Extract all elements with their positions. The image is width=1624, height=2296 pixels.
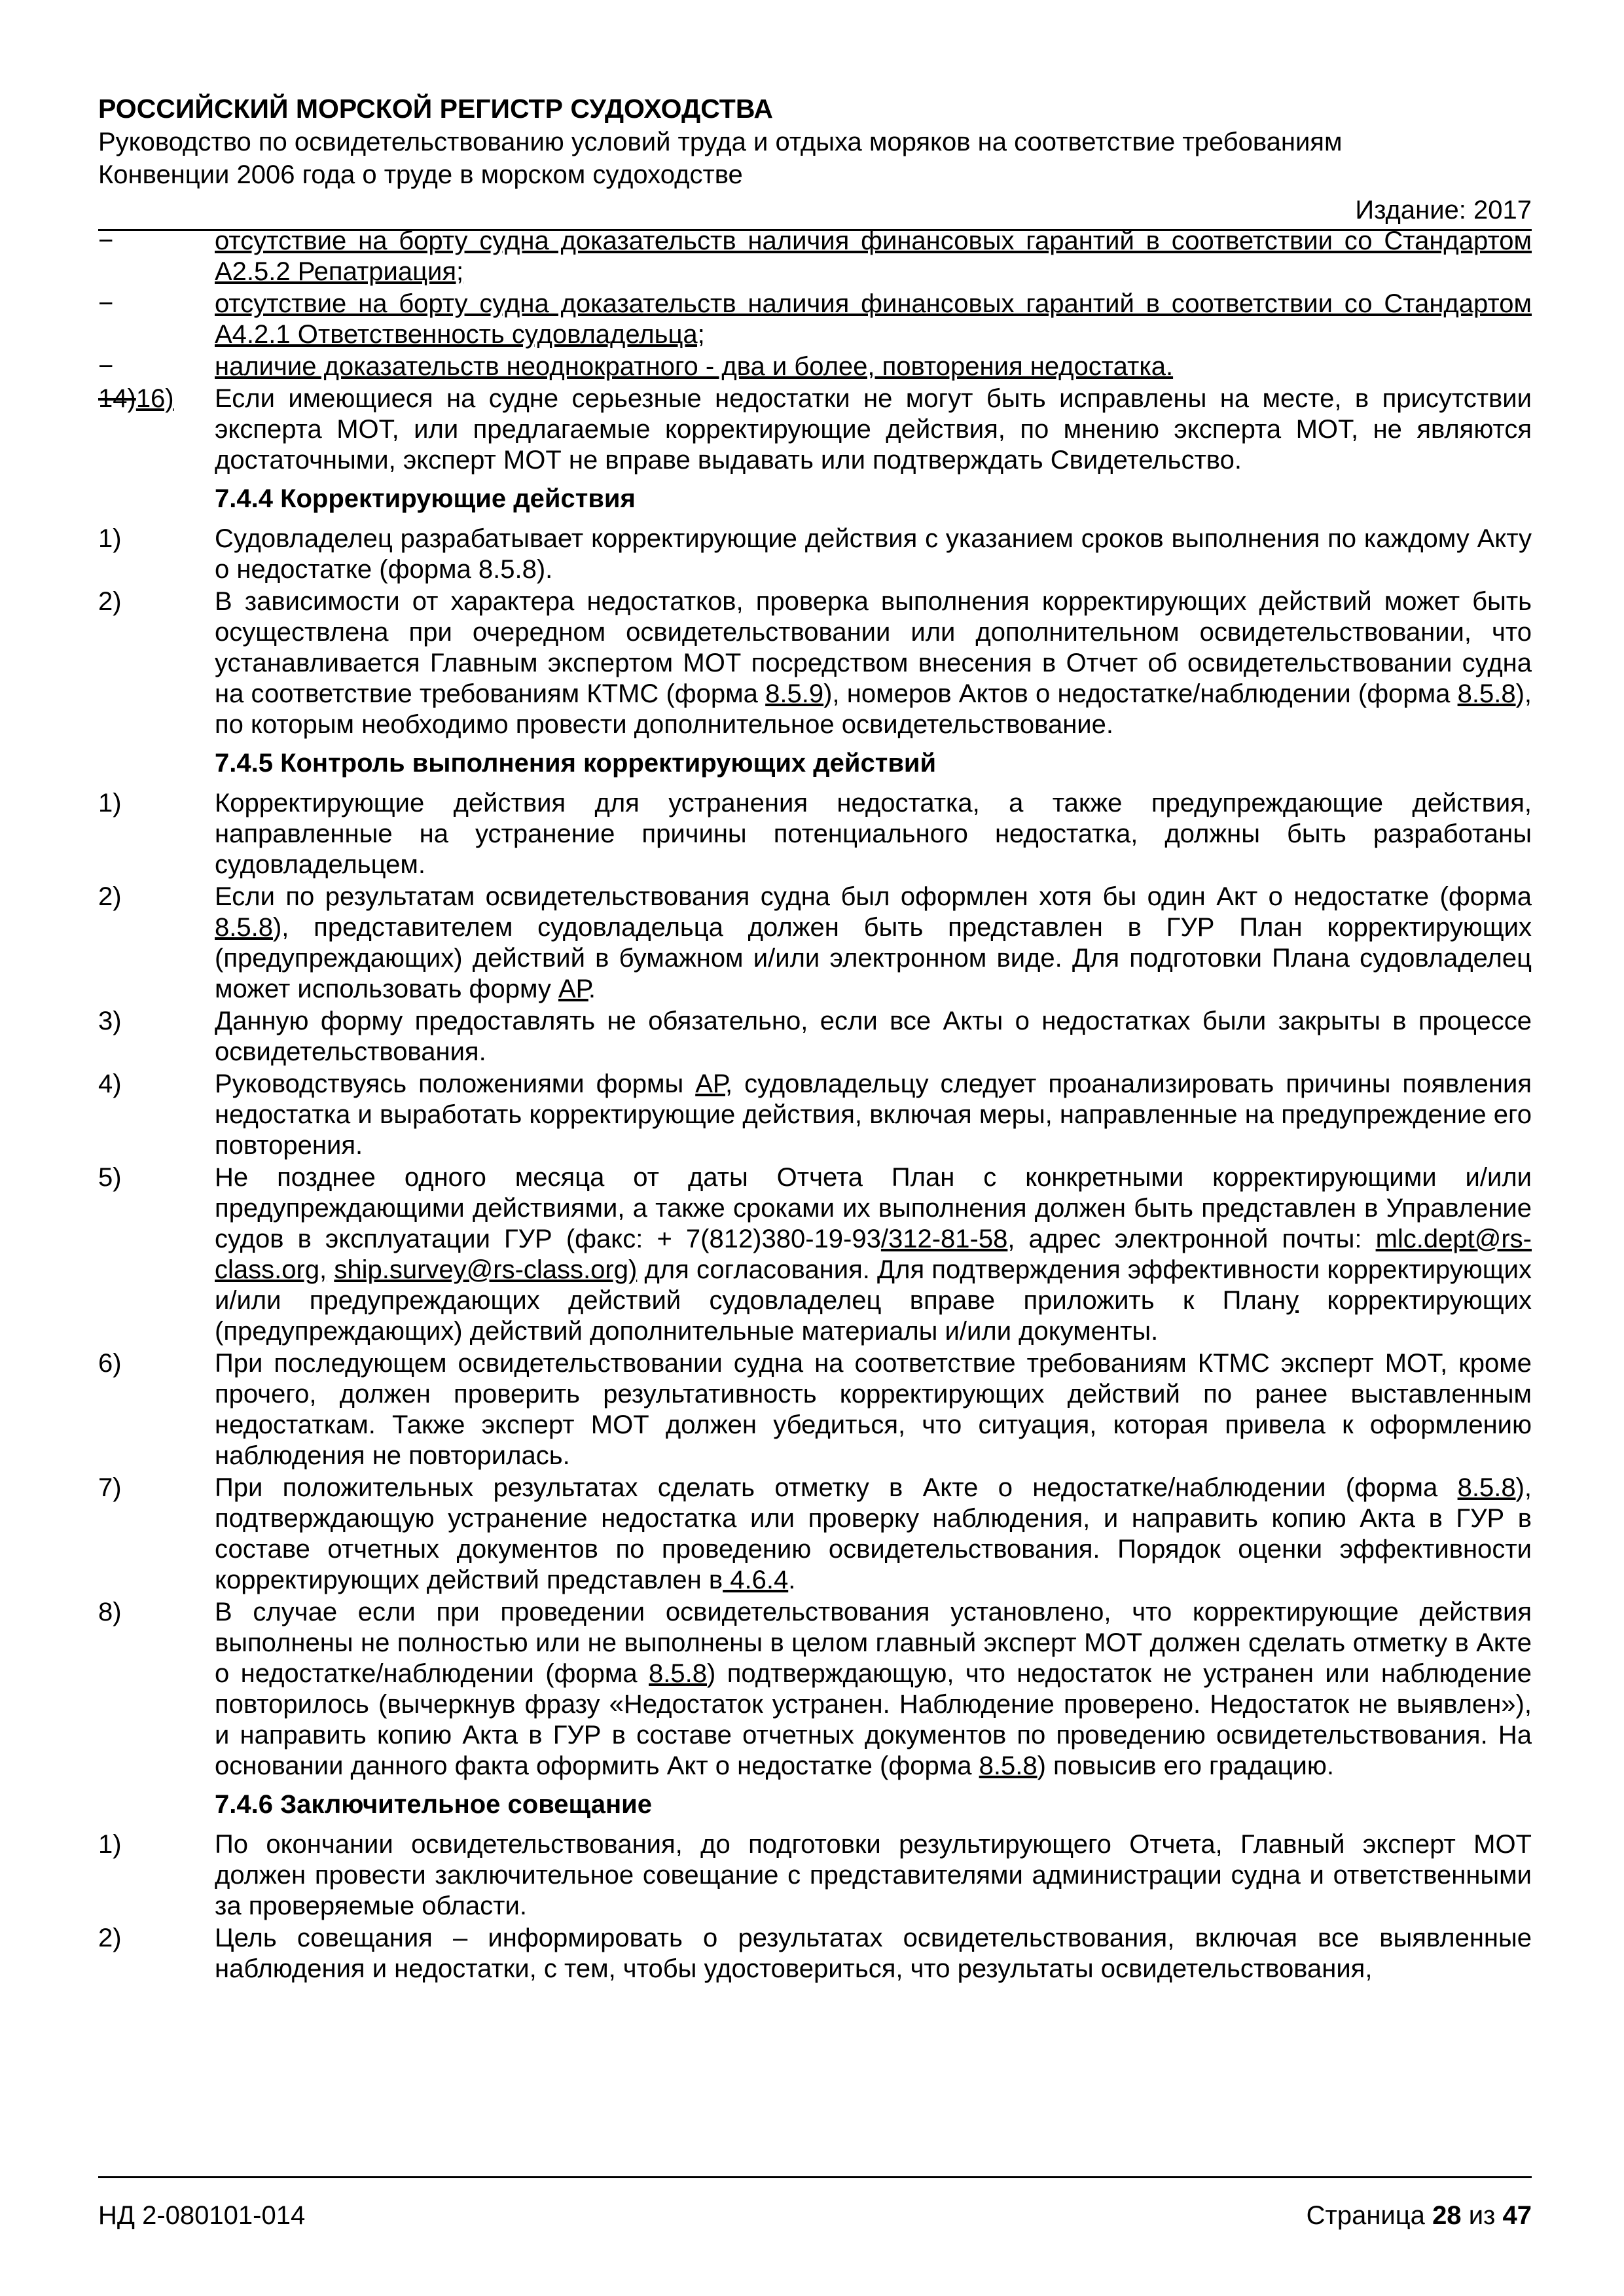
item-number: 4) [98, 1069, 122, 1098]
form-link-8-5-8[interactable]: 8.5.8 [1457, 679, 1516, 708]
item-text: ) подтверждающую, что недостаток не устранен или наблюдение повторилось (вычеркнув фразу «Недостаток устранен. Наблюдение проверено. Недостаток не выявлен»), и направить копию Акта в ГУР в составе отчетных документов по проведению освидетельствования. На основании данного факта оформить Акт о недостатке (форма [215, 1659, 1532, 1780]
inserted-number: 16) [135, 384, 174, 413]
email-link-mlc-dept[interactable]: mlc.dept@rs-class.org, [215, 1225, 1532, 1284]
item-text: Не позднее одного месяца от даты Отчета План с конкретными корректирующими и/или предупреждающими действиями, а также сроками их выполнения должен быть представлен в Управление судов в эксплуатации ГУР (факс: + 7(812)380-19-93 [215, 1163, 1532, 1253]
dash-marker: − [98, 289, 114, 318]
list-item [98, 788, 1532, 880]
list-item [98, 524, 1532, 585]
list-item [98, 1923, 1532, 1984]
form-link-ap[interactable]: АР [695, 1069, 725, 1098]
dash-item-text: наличие доказательств неоднократного - два и более, повторения недостатка. [215, 352, 1174, 381]
section-link-4-6-4[interactable]: 4.6.4 [723, 1566, 789, 1594]
item-text: ) повысив его градацию. [1037, 1751, 1334, 1780]
form-link-8-5-8[interactable]: 8.5.8 [1457, 1473, 1516, 1502]
item-text: При положительных результатах сделать отметку в Акте о недостатке/наблюдении (форма [215, 1473, 1458, 1502]
item-text: . [588, 975, 596, 1003]
document-body [98, 226, 1532, 1986]
list-item [98, 1006, 1532, 1067]
email-link-ship-survey[interactable]: ship.survey@rs-class.org) [334, 1255, 638, 1284]
footer-divider [98, 2176, 1532, 2178]
item-number: 1) [98, 1830, 122, 1859]
item-text: , судовладельцу следует проанализировать причины появления недостатка и выработать корректирующие действия, включая меры, направленные на предупреждение его повторения. [215, 1069, 1532, 1160]
form-link-8-5-8[interactable]: 8.5.8 [979, 1751, 1038, 1780]
form-link-8-5-9[interactable]: 8.5.9 [765, 679, 824, 708]
item-text: ), подтверждающую устранение недостатка или проверку наблюдения, и направить копию Акта в ГУР в составе отчетных документов по проведению освидетельствования. Порядок оценки эффективности корректирующих действий представлен в [215, 1473, 1532, 1594]
item-text: Если имеющиеся на судне серьезные недостатки не могут быть исправлены на месте, в присутствии эксперта МОТ, или предлагаемые корректирующие действия, по мнению эксперта МОТ, не являются достаточными, эксперт МОТ не вправе выдавать или подтверждать Свидетельство. [215, 384, 1532, 475]
item-text: Судовладелец разрабатывает корректирующие действия с указанием сроков выполнения по каждому Акту о недостатке (форма 8.5.8). [215, 524, 1532, 584]
item-text: В случае если при проведении освидетельствования установлено, что корректирующие действия выполнены не полностью или не выполнены в целом главный эксперт МОТ должен сделать отметку в Акте о недостатке/наблюдении (форма [215, 1598, 1532, 1688]
item-number: 8) [98, 1598, 122, 1626]
dash-item-text: отсутствие на борту судна доказательств наличия финансовых гарантий в соответствии со Стандартом А4.2.1 Ответственность судовладельца; [215, 289, 1532, 349]
item-text: Корректирующие действия для устранения недостатка, а также предупреждающие действия, направленные на устранение причины потенциального недостатка, должны быть разработаны судовладельцем. [215, 789, 1532, 879]
list-item [98, 1069, 1532, 1161]
item-number: 1) [98, 524, 122, 553]
form-link-ap[interactable]: АР [558, 975, 588, 1003]
item-text: ), представителем судовладельца должен быть представлен в ГУР План корректирующих (предупреждающих) действий в бумажном и/или электронном виде. Для подготовки Плана судовладелец может использовать форму [215, 913, 1532, 1003]
item-number: 2) [98, 882, 122, 911]
item-number: 7) [98, 1473, 122, 1502]
list-item-dash [98, 226, 1532, 287]
dash-item-text: отсутствие на борту судна доказательств наличия финансовых гарантий в соответствии со Стандартом А2.5.2 Репатриация; [215, 226, 1532, 286]
item-number: 2) [98, 1924, 122, 1952]
section-heading-7-4-4: 7.4.4 Корректирующие действия [215, 484, 636, 513]
item-text: для согласования. Для подтверждения эффективности корректирующих и/или предупреждающих действий судовладелец вправе приложить к План [215, 1255, 1532, 1315]
item-number: 1) [98, 789, 122, 817]
item-text: Руководствуясь положениями формы [215, 1069, 696, 1098]
item-text: ), номеров Актов о недостатке/наблюдении (форма [823, 679, 1458, 708]
document-header [98, 92, 1532, 226]
list-item [98, 586, 1532, 740]
fax-number-inserted: /312-81-58 [880, 1225, 1008, 1253]
item-text: ), по которым необходимо провести дополнительное освидетельствование. [215, 679, 1532, 739]
item-text: В зависимости от характера недостатков, проверка выполнения корректирующих действий может быть осуществлена при очередном освидетельствовании или дополнительном освидетельствовании, что устанавливается Главным экспертом МОТ посредством внесения в Отчет об освидетельствовании судна на соответствие требованиям КТМС (форма [215, 587, 1532, 708]
deleted-number: 14) [98, 384, 136, 413]
section-heading-7-4-6: 7.4.6 Заключительное совещание [215, 1790, 653, 1819]
section-heading-7-4-5: 7.4.5 Контроль выполнения корректирующих действий [215, 749, 937, 778]
item-text: По окончании освидетельствования, до подготовки результирующего Отчета, Главный эксперт МОТ должен провести заключительное совещание с представителями администрации судна и ответственными за проверяемые области. [215, 1830, 1532, 1920]
dash-marker: − [98, 226, 114, 255]
item-number [98, 384, 174, 414]
page-total: 47 [1502, 2201, 1532, 2230]
item-text: . [788, 1566, 796, 1594]
form-link-8-5-8[interactable]: 8.5.8 [649, 1659, 708, 1688]
list-item [98, 1597, 1532, 1782]
list-item [98, 1473, 1532, 1596]
item-number: 2) [98, 587, 122, 616]
form-link-8-5-8[interactable]: 8.5.8 [215, 913, 273, 942]
item-number: 3) [98, 1007, 122, 1035]
list-item [98, 1829, 1532, 1922]
inserted-letter: у [1286, 1286, 1299, 1315]
page-number [1307, 2199, 1532, 2232]
list-item [98, 882, 1532, 1005]
document-title-line1: Руководство по освидетельствованию условий труда и отдыха моряков на соответствие требованиям [98, 128, 1343, 156]
item-text: При последующем освидетельствовании судна на соответствие требованиям КТМС эксперт МОТ, кроме прочего, должен проверить результативность корректирующих действий по ранее выставленным недостаткам. Также эксперт МОТ должен убедиться, что ситуация, которая привела к оформлению наблюдения не повторилась. [215, 1349, 1532, 1470]
list-item-16 [98, 384, 1532, 476]
edition-label: Издание: 2017 [1355, 196, 1532, 224]
list-item [98, 1162, 1532, 1347]
item-text: Если по результатам освидетельствования судна был оформлен хотя бы один Акт о недостатке (форма [215, 882, 1532, 911]
item-number: 6) [98, 1349, 122, 1378]
item-text: корректирующих (предупреждающих) действий дополнительные материалы и/или документы. [215, 1286, 1532, 1346]
list-item-dash [98, 351, 1532, 382]
page-label: Страница [1306, 2201, 1425, 2230]
document-title-line2: Конвенции 2006 года о труде в морском судоходстве [98, 160, 743, 189]
organization-name: РОССИЙСКИЙ МОРСКОЙ РЕГИСТР СУДОХОДСТВА [98, 94, 774, 124]
item-text: Данную форму предоставлять не обязательно, если все Акты о недостатках были закрыты в процессе освидетельствования. [215, 1007, 1532, 1066]
page-current: 28 [1432, 2201, 1462, 2230]
list-item [98, 1348, 1532, 1471]
page-of: из [1468, 2201, 1496, 2230]
item-text: , адрес электронной почты: [1007, 1225, 1376, 1253]
document-number: НД 2-080101-014 [98, 2201, 306, 2230]
item-number: 5) [98, 1163, 122, 1192]
item-text: Цель совещания – информировать о результатах освидетельствования, включая все выявленные наблюдения и недостатки, с тем, чтобы удостовериться, что результаты освидетельствования, [215, 1924, 1532, 1983]
list-item-dash [98, 289, 1532, 350]
dash-marker: − [98, 352, 114, 381]
